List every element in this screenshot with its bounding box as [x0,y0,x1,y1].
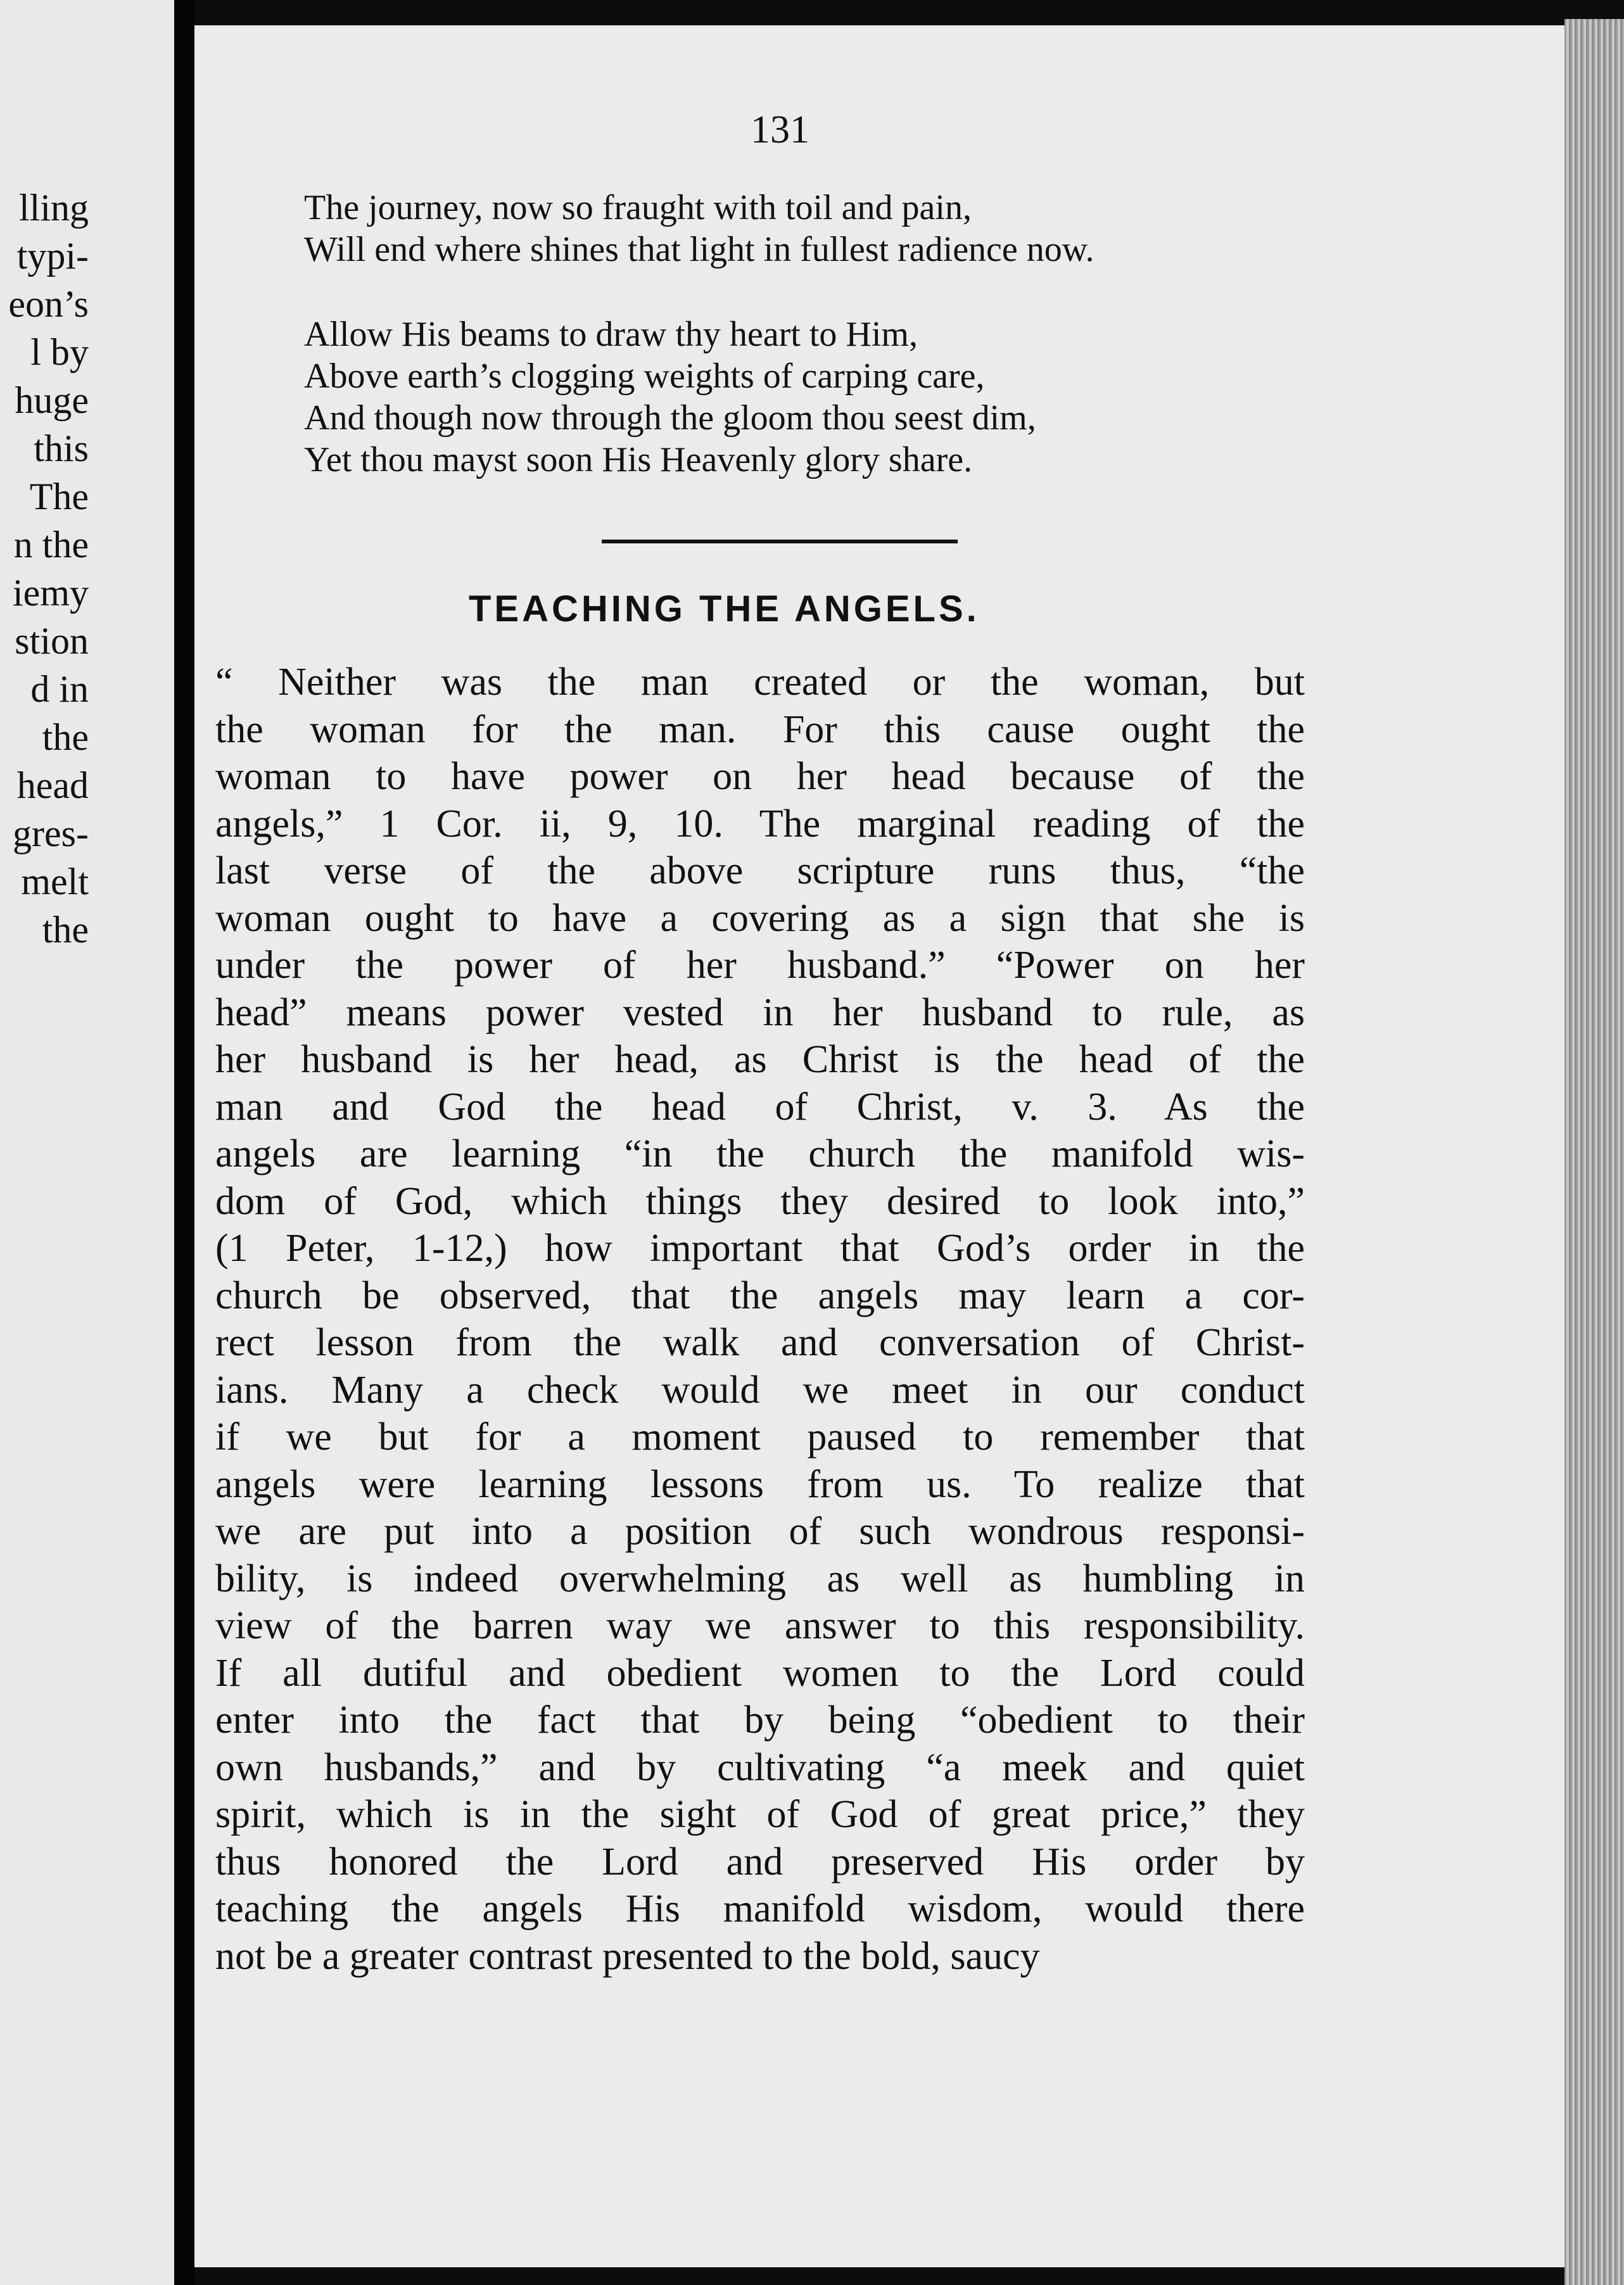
facing-page-text: huge [15,379,89,421]
facing-page-text: typi- [16,235,89,277]
book-gutter [174,0,194,2285]
body-line: thus honored the Lord and preserved His order by [215,1840,1305,1883]
body-line: last verse of the above scripture runs thus, “the [215,849,1305,892]
facing-page-text: lling [18,187,89,229]
body-line: her husband is her head, as Christ is the head of the [215,1038,1305,1081]
body-line: spirit, which is in the sight of God of great price,” they [215,1793,1305,1836]
verse-line: The journey, now so fraught with toil and pain, [304,188,972,227]
body-line: we are put into a position of such wondrous responsi- [215,1510,1305,1553]
facing-page-text: gres- [13,813,89,854]
body-line: man and God the head of Christ, v. 3. As the [215,1085,1305,1129]
body-line: rect lesson from the walk and conversation of Christ- [215,1321,1305,1364]
page-number: 131 [751,108,809,151]
body-line: if we but for a moment paused to remember that [215,1415,1305,1459]
body-line: angels,” 1 Cor. ii, 9, 10. The marginal reading of the [215,802,1305,845]
body-line: bility, is indeed overwhelming as well as humbling in [215,1557,1305,1600]
body-line: the woman for the man. For this cause ought the [215,707,1305,751]
body-line: church be observed, that the angels may learn a cor- [215,1274,1305,1317]
facing-page-text: d in [30,668,89,710]
facing-page-text: The [29,476,89,517]
body-line: “ Neither was the man created or the woman, but [215,661,1305,704]
section-divider [602,540,958,543]
facing-page-text: head [16,764,89,806]
section-heading: TEACHING THE ANGELS. [469,588,980,630]
body-line: teaching the angels His manifold wisdom, would there [215,1887,1305,1930]
verse-line: Yet thou mayst soon His Heavenly glory share. [304,440,973,479]
facing-page [0,0,174,2285]
facing-page-text: l by [30,331,89,373]
body-line: dom of God, which things they desired to look into,” [215,1179,1305,1223]
verse-line: Allow His beams to draw thy heart to Him, [304,315,918,354]
verse-stanza [304,313,1292,481]
facing-page-text: the [42,716,89,758]
body-line: woman ought to have a covering as a sign that she is [215,896,1305,940]
body-line: woman to have power on her head because of the [215,755,1305,798]
body-line: view of the barren way we answer to this responsibility. [215,1604,1305,1647]
body-line: angels are learning “in the church the manifold wis- [215,1132,1305,1175]
verse-stanza [304,187,1292,270]
facing-page-text: melt [21,861,89,902]
facing-page-text: n the [13,524,89,566]
body-line: angels were learning lessons from us. To realize that [215,1462,1305,1506]
facing-page-text: iemy [13,572,89,614]
body-line: not be a greater contrast presented to the bold, saucy [215,1934,1040,1978]
facing-page-text: the [42,909,89,951]
verse-line: And though now through the gloom thou seest dim, [304,398,1036,438]
body-line: own husbands,” and by cultivating “a meek and quiet [215,1745,1305,1789]
body-line: head” means power vested in her husband to rule, as [215,991,1305,1034]
verse-line: Will end where shines that light in fullest radience now. [304,230,1094,269]
verse-line: Above earth’s clogging weights of carping care, [304,357,985,396]
body-line: (1 Peter, 1-12,) how important that God’s order in the [215,1227,1305,1270]
body-line: ians. Many a check would we meet in our conduct [215,1368,1305,1412]
body-text [215,659,1305,1980]
facing-page-text: stion [15,620,89,662]
page-edges [1564,19,1624,2285]
facing-page-text: this [34,427,89,469]
body-line: If all dutiful and obedient women to the Lord could [215,1651,1305,1695]
body-line: enter into the fact that by being “obedient to their [215,1699,1305,1742]
body-line: under the power of her husband.” “Power on her [215,944,1305,987]
facing-page-text: eon’s [8,283,89,325]
